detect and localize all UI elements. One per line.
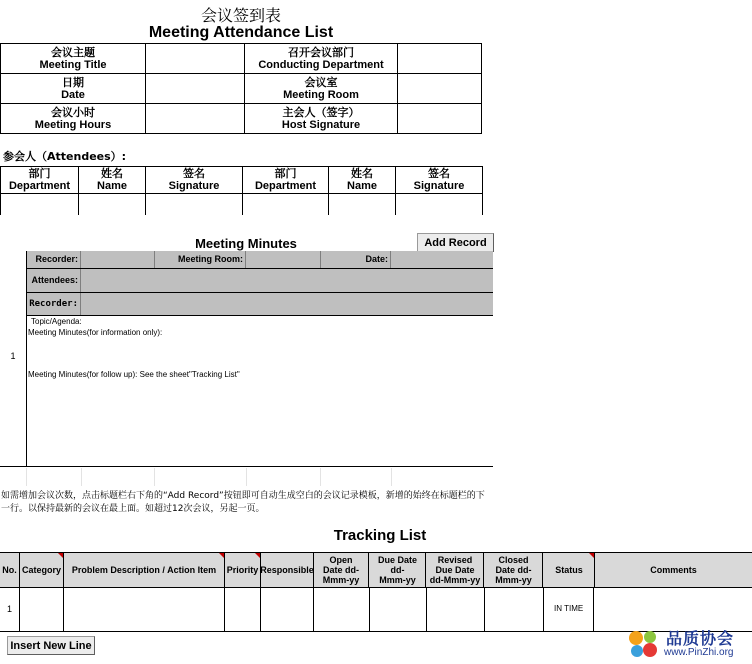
col-department — [1, 167, 79, 194]
title-cn: 会议签到表 — [200, 5, 281, 25]
cell-revised-due-date[interactable] — [427, 587, 485, 631]
header-category-text: Category — [21, 565, 61, 575]
header-status — [544, 553, 595, 587]
col-signature — [146, 167, 242, 194]
date-input[interactable] — [146, 74, 245, 104]
label-en: Meeting Title — [39, 58, 107, 71]
header-problem-text: Problem Description / Action Item — [71, 565, 217, 575]
add-record-button[interactable]: Add Record — [417, 233, 494, 252]
header-en: Department — [254, 180, 317, 192]
label-en: Conducting Department — [258, 58, 384, 71]
label-cn: 召开会议部门 — [288, 45, 354, 59]
cell-status: IN TIME — [544, 587, 594, 631]
cell-comments[interactable] — [595, 587, 752, 631]
cell-category[interactable] — [20, 587, 64, 631]
minutes-title: Meeting Minutes — [195, 235, 297, 251]
attendees-input[interactable] — [82, 269, 493, 292]
meeting-room-label: Meeting Room: — [155, 251, 246, 268]
title-en: Meeting Attendance List — [148, 24, 334, 41]
follow-up-label: Meeting Minutes(for follow up): See the sheet"Tracking List" — [28, 370, 240, 379]
cell-due-date[interactable] — [370, 587, 427, 631]
header-responsible: Responsible — [261, 553, 314, 587]
host-signature-input[interactable] — [398, 104, 482, 134]
meeting-title-input[interactable] — [146, 44, 245, 74]
comment-marker — [219, 553, 224, 558]
row-number: 1 — [10, 351, 16, 361]
header-en: Signature — [168, 180, 220, 192]
header-problem — [64, 553, 225, 587]
header-revised-due-date: Revised Due Date dd-Mmm-yy — [427, 553, 484, 587]
department-input[interactable] — [398, 44, 482, 74]
header-priority — [225, 553, 261, 587]
header-open-date: Open Date dd-Mmm-yy — [314, 553, 369, 587]
cell-priority[interactable] — [225, 587, 261, 631]
date-field[interactable] — [392, 251, 493, 268]
date-label: Date: — [321, 251, 391, 268]
header-en: Name — [97, 180, 127, 192]
instruction-note: 如需增加会议次数，点击标题栏右下角的“Add Record”按钮即可自动生成空白的会议记录模板，新增的始终在标题栏的下一行。以保持最新的会议在最上面。如超过12次会议，另起一页。 — [1, 491, 485, 514]
header-cn: 部门 — [274, 167, 297, 180]
meeting-room-field[interactable] — [247, 251, 321, 268]
attendees-row — [27, 269, 493, 293]
attendees-label: 参会人（Attendees）: — [3, 150, 127, 163]
minutes-block — [0, 251, 493, 467]
header-category — [20, 553, 64, 587]
header-en: Department — [8, 180, 71, 192]
col-department — [243, 167, 329, 194]
recorder-row-2 — [27, 293, 493, 316]
meeting-room-input[interactable] — [398, 74, 482, 104]
attendee-tables — [0, 166, 482, 215]
cell-open-date[interactable] — [314, 587, 370, 631]
header-no: No. — [0, 553, 20, 587]
header-en: Name — [347, 180, 377, 192]
header-cn: 姓名 — [351, 167, 373, 180]
info-only-label: Meeting Minutes(for information only): — [28, 328, 163, 337]
header-due-date: Due Date dd-Mmm-yy — [370, 553, 426, 587]
row-header — [0, 251, 27, 467]
recorder-row — [27, 251, 493, 269]
label-cn: 会议主题 — [51, 45, 95, 59]
info-row-date — [1, 74, 482, 104]
label-cn: 会议小时 — [51, 105, 95, 119]
label-cn: 主会人（签字） — [282, 105, 360, 119]
topic-label: Topic/Agenda: — [31, 317, 82, 326]
logo-text-cn: 品质协会 — [666, 629, 735, 648]
header-closed-date: Closed Date dd-Mmm-yy — [485, 553, 543, 587]
attendee-table-right — [242, 166, 483, 215]
minutes-text-area[interactable] — [27, 316, 493, 466]
recorder-input[interactable] — [82, 251, 155, 268]
attendees-field-label: Attendees: — [27, 269, 81, 292]
tracking-table — [0, 552, 752, 632]
logo-url: www.PinZhi.org — [664, 647, 734, 658]
header-cn: 部门 — [28, 167, 51, 180]
cell-problem[interactable] — [64, 587, 225, 631]
label-en: Meeting Hours — [34, 118, 112, 131]
meeting-hours-input[interactable] — [146, 104, 245, 134]
info-row-title — [1, 44, 482, 74]
header-comments: Comments — [650, 565, 697, 575]
insert-new-line-button[interactable]: Insert New Line — [7, 636, 95, 655]
label-en: Host Signature — [281, 118, 361, 131]
col-name — [329, 167, 396, 194]
tracking-title: Tracking List — [333, 526, 427, 544]
comment-marker — [255, 553, 260, 558]
label-cn: 会议室 — [304, 75, 338, 89]
label-en: Date — [61, 88, 85, 101]
label-cn: 日期 — [62, 75, 84, 89]
header-cn: 签名 — [428, 167, 450, 180]
header-en: Signature — [413, 180, 465, 192]
header-status-text: Status — [555, 565, 583, 575]
recorder-label: Recorder: — [27, 251, 81, 268]
meeting-info-table — [0, 43, 482, 134]
cell-no: 1 — [0, 587, 20, 631]
attendee-table-left — [0, 166, 243, 215]
col-signature — [396, 167, 482, 194]
header-cn: 签名 — [183, 167, 205, 180]
header-cn: 姓名 — [101, 167, 123, 180]
cell-responsible[interactable] — [261, 587, 314, 631]
label-en: Meeting Room — [283, 88, 359, 101]
header-priority-text: Priority — [226, 565, 259, 575]
logo-icon — [626, 628, 660, 660]
tracking-header-row — [0, 552, 752, 588]
recorder2-label: Recorder: — [27, 293, 81, 315]
comment-marker — [589, 553, 594, 558]
empty-row — [0, 468, 493, 486]
info-row-hours — [1, 104, 482, 134]
col-name — [79, 167, 146, 194]
cell-closed-date[interactable] — [485, 587, 544, 631]
pinzhi-logo — [624, 626, 752, 664]
recorder2-input[interactable] — [82, 293, 493, 315]
comment-marker — [58, 553, 63, 558]
